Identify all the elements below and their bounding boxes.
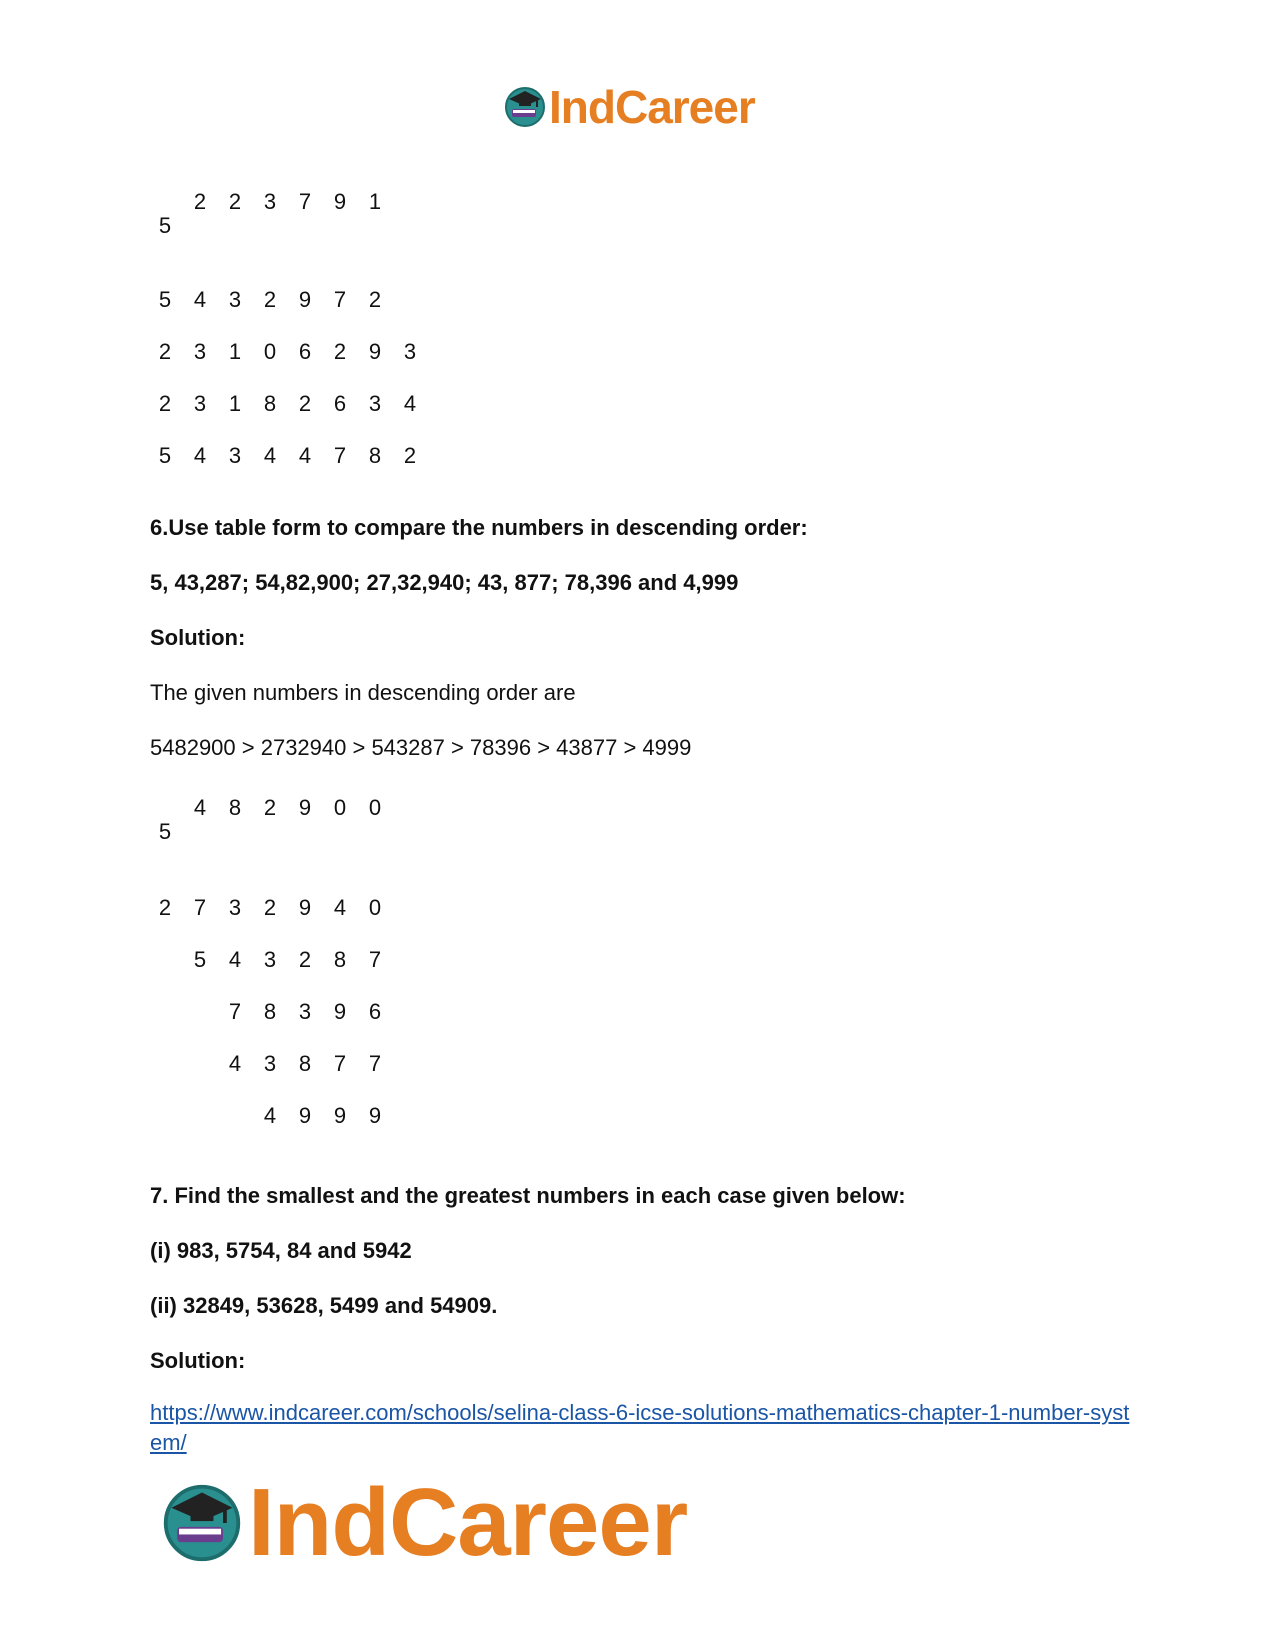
table-cell: 9 xyxy=(368,339,382,364)
table-cell: 5 xyxy=(158,819,172,844)
table-cell: 4 xyxy=(298,443,312,468)
table-cell: 4 xyxy=(228,947,242,972)
question-7: 7. Find the smallest and the greatest numbers in each case given below: xyxy=(150,1183,906,1208)
table-cell: 4 xyxy=(193,443,207,468)
table-cell: 0 xyxy=(368,895,382,920)
header-logo xyxy=(503,80,755,134)
question-7-part-i: (i) 983, 5754, 84 and 5942 xyxy=(150,1238,412,1263)
table-cell: 4 xyxy=(263,443,277,468)
table-cell: 3 xyxy=(228,895,242,920)
table-cell: 6 xyxy=(368,999,382,1024)
table-cell: 3 xyxy=(193,391,207,416)
table-cell: 2 xyxy=(298,391,312,416)
table-cell: 7 xyxy=(193,895,207,920)
table-cell: 2 xyxy=(263,287,277,312)
graduation-book-globe-icon xyxy=(503,85,547,129)
table-cell: 4 xyxy=(193,287,207,312)
table-cell: 3 xyxy=(403,339,417,364)
table-cell: 2 xyxy=(403,443,417,468)
table-cell: 8 xyxy=(333,947,347,972)
question-6: 6.Use table form to compare the numbers in descending order: xyxy=(150,515,808,540)
solution-label-6: Solution: xyxy=(150,625,246,650)
table-cell: 2 xyxy=(333,339,347,364)
table-cell: 4 xyxy=(228,1051,242,1076)
table-cell: 5 xyxy=(158,213,172,238)
table-cell: 5 xyxy=(193,947,207,972)
table-cell: 5 xyxy=(158,443,172,468)
table-cell: 3 xyxy=(228,443,242,468)
table-cell: 8 xyxy=(263,391,277,416)
table-cell: 4 xyxy=(333,895,347,920)
table-cell: 3 xyxy=(298,999,312,1024)
table-cell: 3 xyxy=(193,339,207,364)
table-cell: 9 xyxy=(333,1103,347,1128)
table-cell: 9 xyxy=(368,1103,382,1128)
table-cell: 2 xyxy=(298,947,312,972)
table-cell: 3 xyxy=(228,287,242,312)
table-cell: 2 xyxy=(193,189,207,214)
table-cell: 9 xyxy=(298,287,312,312)
table-cell: 4 xyxy=(403,391,417,416)
table-cell: 4 xyxy=(193,795,207,820)
table-cell: 2 xyxy=(228,189,242,214)
table-cell: 1 xyxy=(228,391,242,416)
table-cell: 8 xyxy=(263,999,277,1024)
table-cell: 0 xyxy=(333,795,347,820)
source-link[interactable]: https://www.indcareer.com/schools/selina-class-6-icse-solutions-mathematics-chapter-1-number-system/ xyxy=(150,1400,1130,1455)
table-cell: 7 xyxy=(333,1051,347,1076)
table-cell: 2 xyxy=(158,391,172,416)
table-cell: 6 xyxy=(333,391,347,416)
solution-6-order: 5482900 > 2732940 > 543287 > 78396 > 43877 > 4999 xyxy=(150,735,692,760)
graduation-book-globe-icon xyxy=(160,1481,244,1565)
table-cell: 7 xyxy=(333,287,347,312)
table-cell: 2 xyxy=(158,339,172,364)
table-cell: 3 xyxy=(263,1051,277,1076)
table-cell: 7 xyxy=(228,999,242,1024)
solution-label-7: Solution: xyxy=(150,1348,246,1373)
table-cell: 7 xyxy=(298,189,312,214)
table-cell: 6 xyxy=(298,339,312,364)
table-cell: 8 xyxy=(228,795,242,820)
logo-text: IndCareer xyxy=(248,1469,688,1576)
footer-logo xyxy=(160,1468,687,1578)
logo-text: IndCareer xyxy=(549,81,755,133)
table-cell: 2 xyxy=(263,895,277,920)
table-cell: 0 xyxy=(263,339,277,364)
table-cell: 9 xyxy=(298,795,312,820)
table-cell: 9 xyxy=(333,189,347,214)
table-cell: 8 xyxy=(298,1051,312,1076)
table-cell: 0 xyxy=(368,795,382,820)
table-cell: 7 xyxy=(368,947,382,972)
table-cell: 2 xyxy=(158,895,172,920)
table-cell: 4 xyxy=(263,1103,277,1128)
table-cell: 3 xyxy=(368,391,382,416)
table-cell: 2 xyxy=(263,795,277,820)
table-cell: 3 xyxy=(263,947,277,972)
table-cell: 9 xyxy=(298,1103,312,1128)
table-cell: 9 xyxy=(333,999,347,1024)
table-cell: 9 xyxy=(298,895,312,920)
table-cell: 3 xyxy=(263,189,277,214)
solution-6-text: The given numbers in descending order are xyxy=(150,680,576,705)
table-cell: 1 xyxy=(228,339,242,364)
question-6-numbers: 5, 43,287; 54,82,900; 27,32,940; 43, 877; 78,396 and 4,999 xyxy=(150,570,739,595)
table-cell: 5 xyxy=(158,287,172,312)
table-cell: 8 xyxy=(368,443,382,468)
table-cell: 2 xyxy=(368,287,382,312)
question-7-part-ii: (ii) 32849, 53628, 5499 and 54909. xyxy=(150,1293,498,1318)
table-cell: 7 xyxy=(368,1051,382,1076)
table-cell: 1 xyxy=(368,189,382,214)
table-cell: 7 xyxy=(333,443,347,468)
